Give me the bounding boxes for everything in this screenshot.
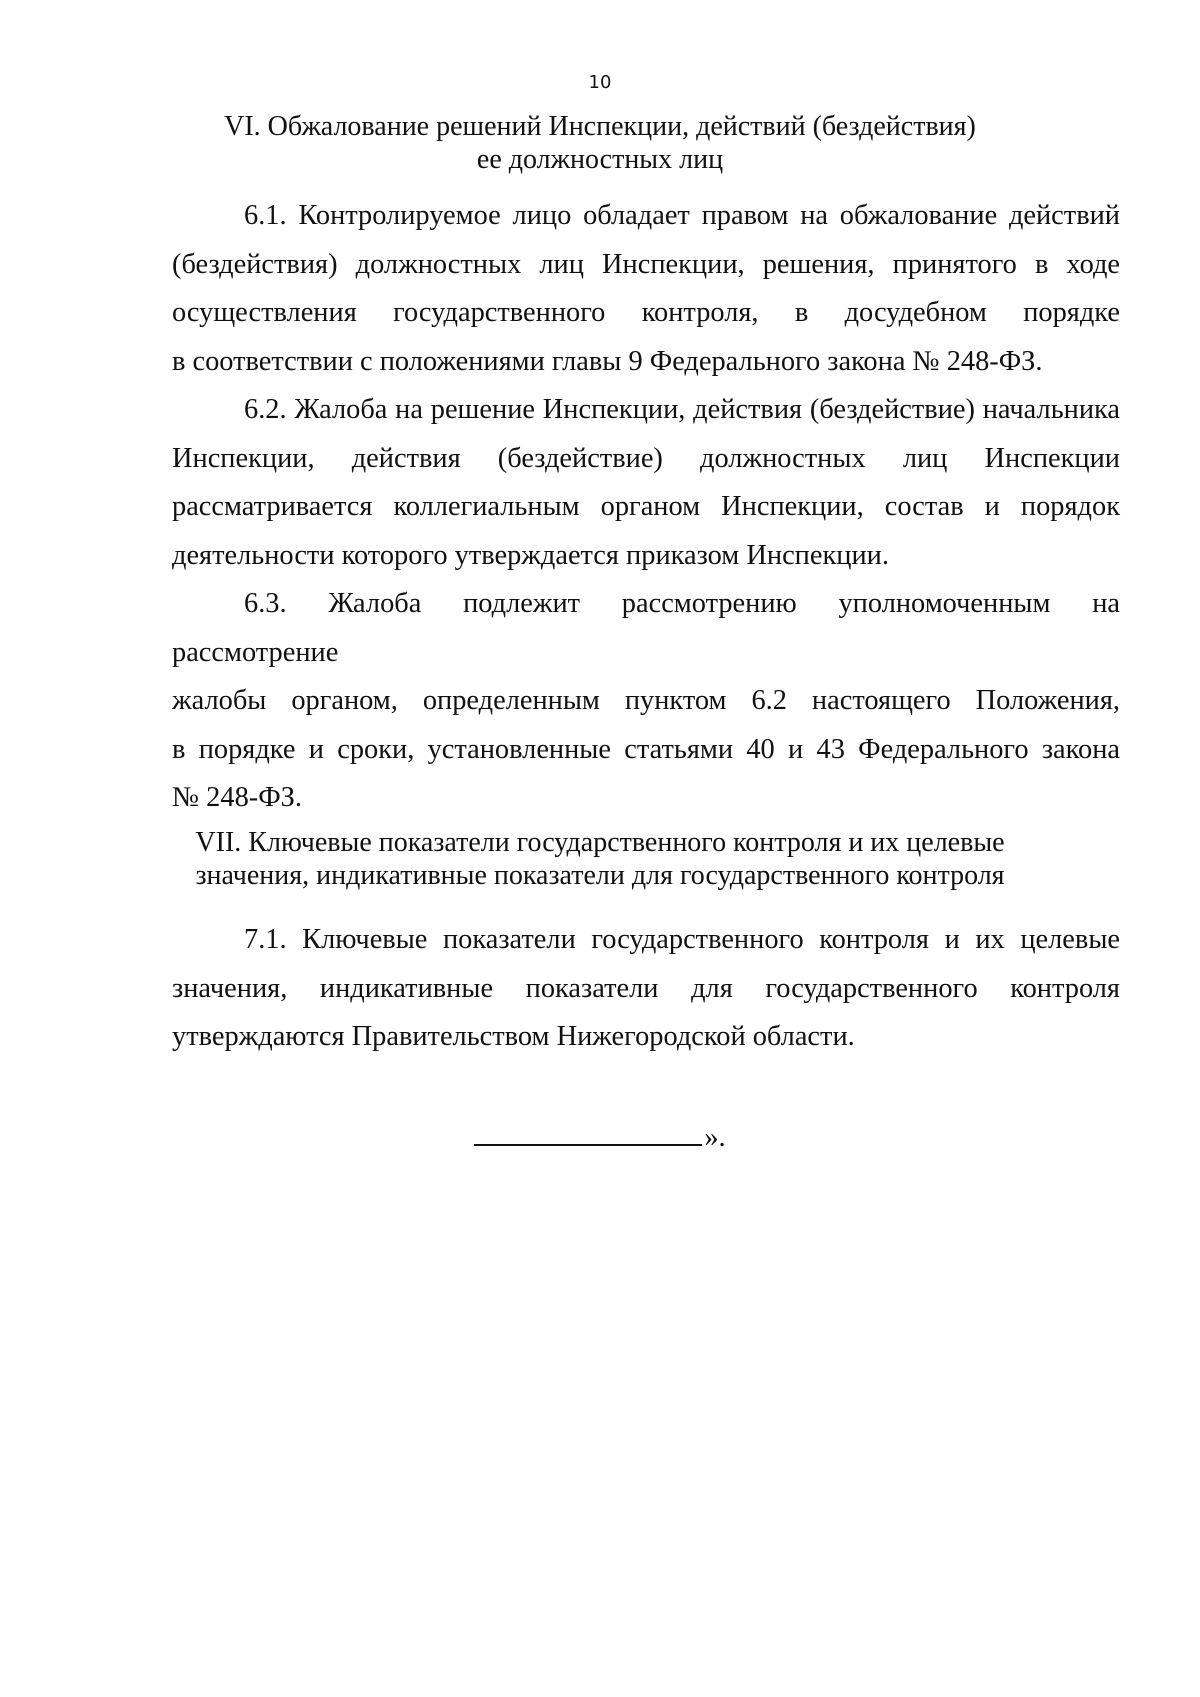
paragraph-line: № 248-ФЗ. <box>172 782 302 813</box>
paragraph-6-2 <box>172 386 1120 580</box>
paragraph-line: осуществления государственного контроля, в досудебном порядке <box>172 297 1120 328</box>
paragraph-6-1 <box>172 192 1120 386</box>
heading-line: VI. Обжалование решений Инспекции, действий (бездействия) <box>224 111 976 142</box>
paragraph-line: Инспекции, действия (бездействие) должностных лиц Инспекции <box>172 442 1120 474</box>
closing-mark <box>0 1122 1200 1154</box>
section-7-heading <box>160 826 1040 892</box>
closing-quote: ». <box>704 1122 726 1153</box>
section-6-heading <box>160 110 1040 176</box>
paragraph-line: рассматривается коллегиальным органом Инспекции, состав и порядок <box>172 491 1120 522</box>
paragraph-7-1 <box>172 916 1120 1062</box>
paragraph-line: 6.1. Контролируемое лицо обладает правом на обжалование действий <box>244 200 1120 231</box>
paragraph-line: жалобы органом, определенным пунктом 6.2 настоящего Положения, <box>172 685 1120 716</box>
paragraph-line: в порядке и сроки, установленные статьями 40 и 43 Федерального закона <box>172 733 1120 765</box>
paragraph-line: утверждаются Правительством Нижегородской области. <box>172 1021 855 1052</box>
closing-rule <box>474 1144 702 1146</box>
heading-line: ее должностных лиц <box>476 144 724 175</box>
page-number: 10 <box>588 72 612 93</box>
paragraph-line: 6.2. Жалоба на решение Инспекции, действия (бездействие) начальника <box>244 394 1120 425</box>
heading-line: значения, индикативные показатели для государственного контроля <box>195 860 1005 891</box>
paragraph-line: деятельности которого утверждается приказом Инспекции. <box>172 539 889 571</box>
paragraph-6-3 <box>172 580 1120 823</box>
paragraph-line: (бездействия) должностных лиц Инспекции, решения, принятого в ходе <box>172 248 1120 280</box>
heading-line: VII. Ключевые показатели государственного контроля и их целевые <box>195 827 1005 858</box>
paragraph-line: в соответствии с положениями главы 9 Федерального закона № 248-ФЗ. <box>172 345 1043 377</box>
paragraph-line: значения, индикативные показатели для государственного контроля <box>172 972 1120 1004</box>
paragraph-line: 7.1. Ключевые показатели государственного контроля и их целевые <box>244 924 1120 955</box>
paragraph-line: 6.3. Жалоба подлежит рассмотрению уполномоченным на рассмотрение <box>172 588 1120 668</box>
